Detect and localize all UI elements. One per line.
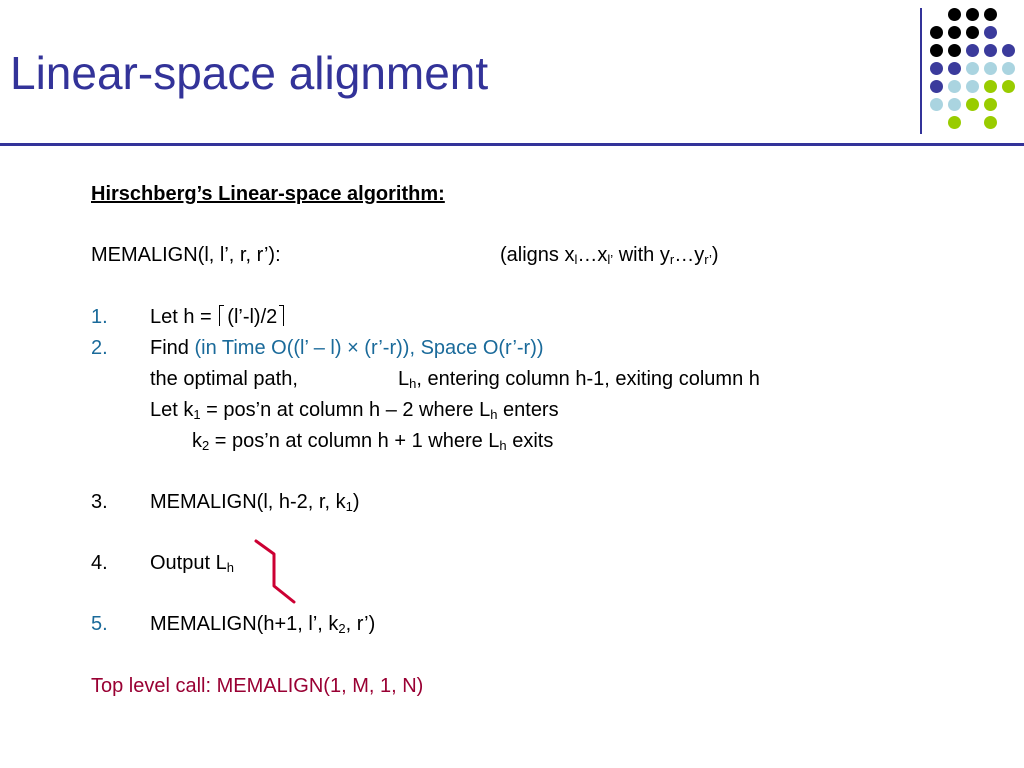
step5-call: MEMALIGN(h+1, l’, k xyxy=(150,613,339,635)
step1-text xyxy=(150,305,284,329)
step2-k1-line xyxy=(150,398,559,422)
slide-title: Linear-space alignment xyxy=(10,47,489,99)
step5-number: 5. xyxy=(91,613,108,635)
step2-number: 2. xyxy=(91,337,108,359)
step4-sub: h xyxy=(226,560,234,575)
aligns-annotation xyxy=(500,243,719,267)
step3-number: 3. xyxy=(91,491,108,513)
step2-columns: , entering column h-1, exiting column h xyxy=(416,368,760,390)
optimal-path-icon xyxy=(250,538,300,604)
k1-prefix: Let k xyxy=(150,399,194,421)
step1-expression: (l’-l)/2 xyxy=(227,306,278,328)
step2-prefix: Find xyxy=(150,337,195,359)
step3-call: MEMALIGN(l, h-2, r, k xyxy=(150,491,346,513)
ceiling-right-bracket xyxy=(279,305,284,326)
aligns-ellipsis-y: …y xyxy=(674,244,705,266)
aligns-sub-r: r xyxy=(669,252,675,267)
step3-text xyxy=(150,490,360,514)
step2-optimal-path-label: the optimal path, xyxy=(150,368,298,390)
k2-sub: 2 xyxy=(202,438,210,453)
memalign-signature: MEMALIGN(l, l’, r, r’): xyxy=(91,244,281,266)
step3-sub: 1 xyxy=(345,499,353,514)
step2-L: L xyxy=(398,368,410,390)
step2-complexity: (in Time O((l’ – l) × (r’-r)), Space O(r’-r)) xyxy=(194,337,544,359)
aligns-sub-lprime: l’ xyxy=(607,252,614,267)
step4-number: 4. xyxy=(91,552,108,574)
k1-sub: 1 xyxy=(193,407,201,422)
top-level-call: Top level call: MEMALIGN(1, M, 1, N) xyxy=(91,675,424,697)
aligns-ellipsis-x: …x xyxy=(577,244,608,266)
k2-prefix: k xyxy=(192,430,202,452)
step1-number: 1. xyxy=(91,306,108,328)
ceiling-left-bracket xyxy=(219,305,224,326)
k2-middle: = pos’n at column h + 1 where L xyxy=(209,430,500,452)
aligns-sub-rprime: r’ xyxy=(704,252,712,267)
step1-prefix: Let h = xyxy=(150,306,218,328)
step3-close: ) xyxy=(352,491,360,513)
step2-L-sub: h xyxy=(409,376,417,391)
aligns-with: with y xyxy=(613,244,670,266)
step2-path-description xyxy=(398,367,760,391)
k2-suffix: exits xyxy=(506,430,554,452)
step2-k2-line xyxy=(192,429,553,453)
aligns-close: ) xyxy=(711,244,719,266)
step4-text xyxy=(150,551,234,575)
step5-sub: 2 xyxy=(338,621,346,636)
k1-L-sub: h xyxy=(490,407,498,422)
k1-middle: = pos’n at column h – 2 where L xyxy=(200,399,491,421)
aligns-sub-l: l xyxy=(574,252,578,267)
step5-text xyxy=(150,612,375,636)
k1-suffix: enters xyxy=(497,399,559,421)
step5-close: , r’) xyxy=(345,613,376,635)
k2-L-sub: h xyxy=(499,438,507,453)
algorithm-heading: Hirschberg’s Linear-space algorithm: xyxy=(91,183,445,205)
step4-output: Output L xyxy=(150,552,227,574)
step2-text xyxy=(150,336,544,360)
aligns-prefix: (aligns x xyxy=(500,244,575,266)
